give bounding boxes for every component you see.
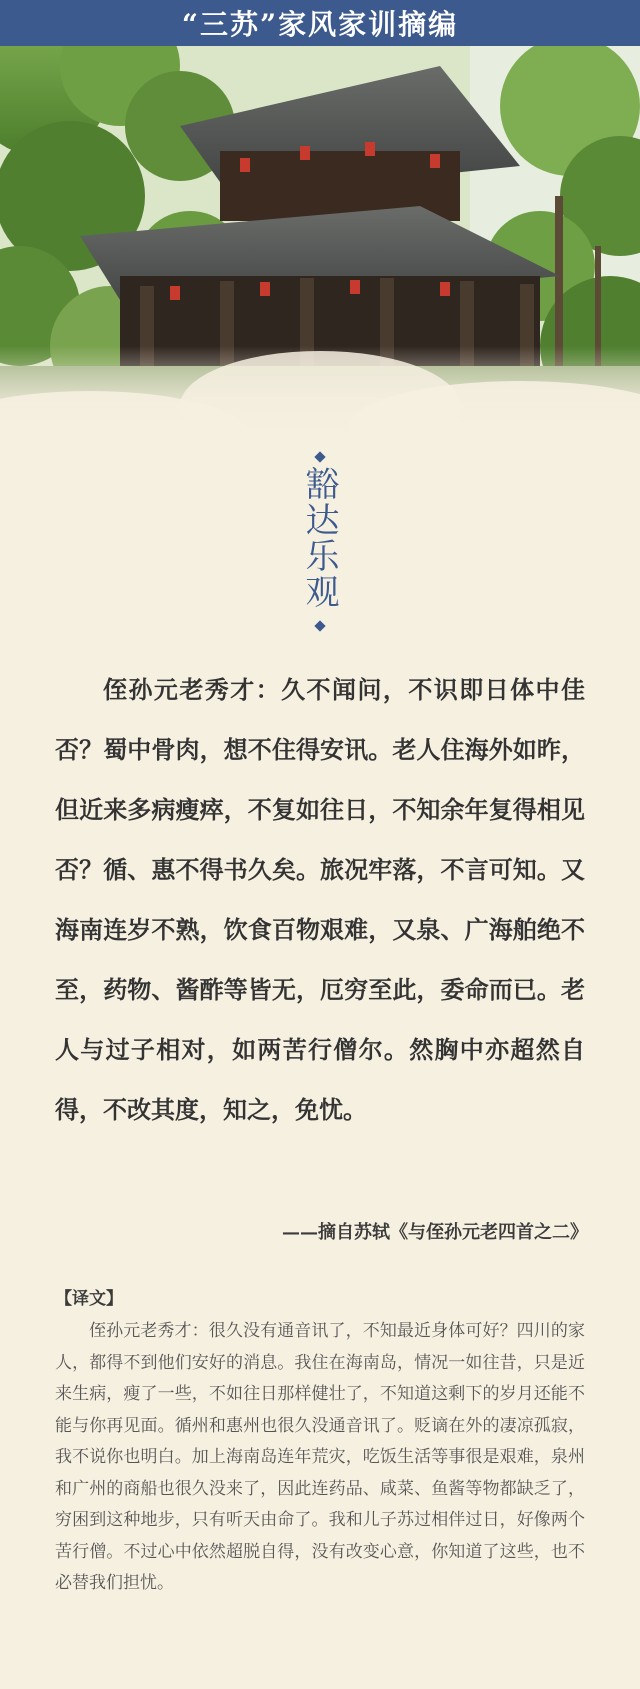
- source-citation: ——摘自苏轼《与侄孙元老四首之二》: [282, 1222, 588, 1243]
- translation-label: 【译文】: [55, 1289, 123, 1309]
- section-title: [0, 447, 640, 637]
- page-title-banner: [0, 0, 640, 46]
- section-title-frame: [299, 447, 339, 637]
- pavilion-illustration: [0, 46, 640, 446]
- mist: [0, 346, 640, 446]
- original-letter-text: 侄孙元老秀才：久不闻问，不识即日体中佳否？蜀中骨肉，想不住得安讯。老人住海外如昨，但近来多病瘦瘁，不复如往日，不知余年复得相见否？循、惠不得书久矣。旅况牢落，不言可知。又海南连岁不熟，饮食百物艰难，又泉、广海舶绝不至，药物、酱酢等皆无，厄穷至此，委命而已。老人与过子相对，如两苦行僧尔。然胸中亦超然自得，不改其度，知之，免忧。: [55, 675, 585, 1124]
- page-title: “三苏”家风家训摘编: [181, 8, 459, 41]
- hero-image: [0, 46, 640, 446]
- diamond-icon: [314, 620, 325, 631]
- translation-text: 侄孙元老秀才：很久没有通音讯了，不知最近身体可好？四川的家人，都得不到他们安好的消息。我住在海南岛，情况一如往昔，只是近来生病，瘦了一些，不如往日那样健壮了，不知道这剩下的岁月还能不能与你再见面。循州和惠州也很久没通音讯了。贬谪在外的凄凉孤寂，我不说你也明白。加上海南岛连年荒灾，吃饭生活等事很是艰难，泉州和广州的商船也很久没来了，因此连药品、咸菜、鱼酱等物都缺乏了，穷困到这种地步，只有听天由命了。我和儿子苏过相伴过日，好像两个苦行僧。不过心中依然超脱自得，没有改变心意，你知道了这些，也不必替我们担忧。: [55, 1321, 585, 1593]
- section-heading: 豁达乐观: [299, 466, 339, 610]
- diamond-icon: [314, 451, 325, 462]
